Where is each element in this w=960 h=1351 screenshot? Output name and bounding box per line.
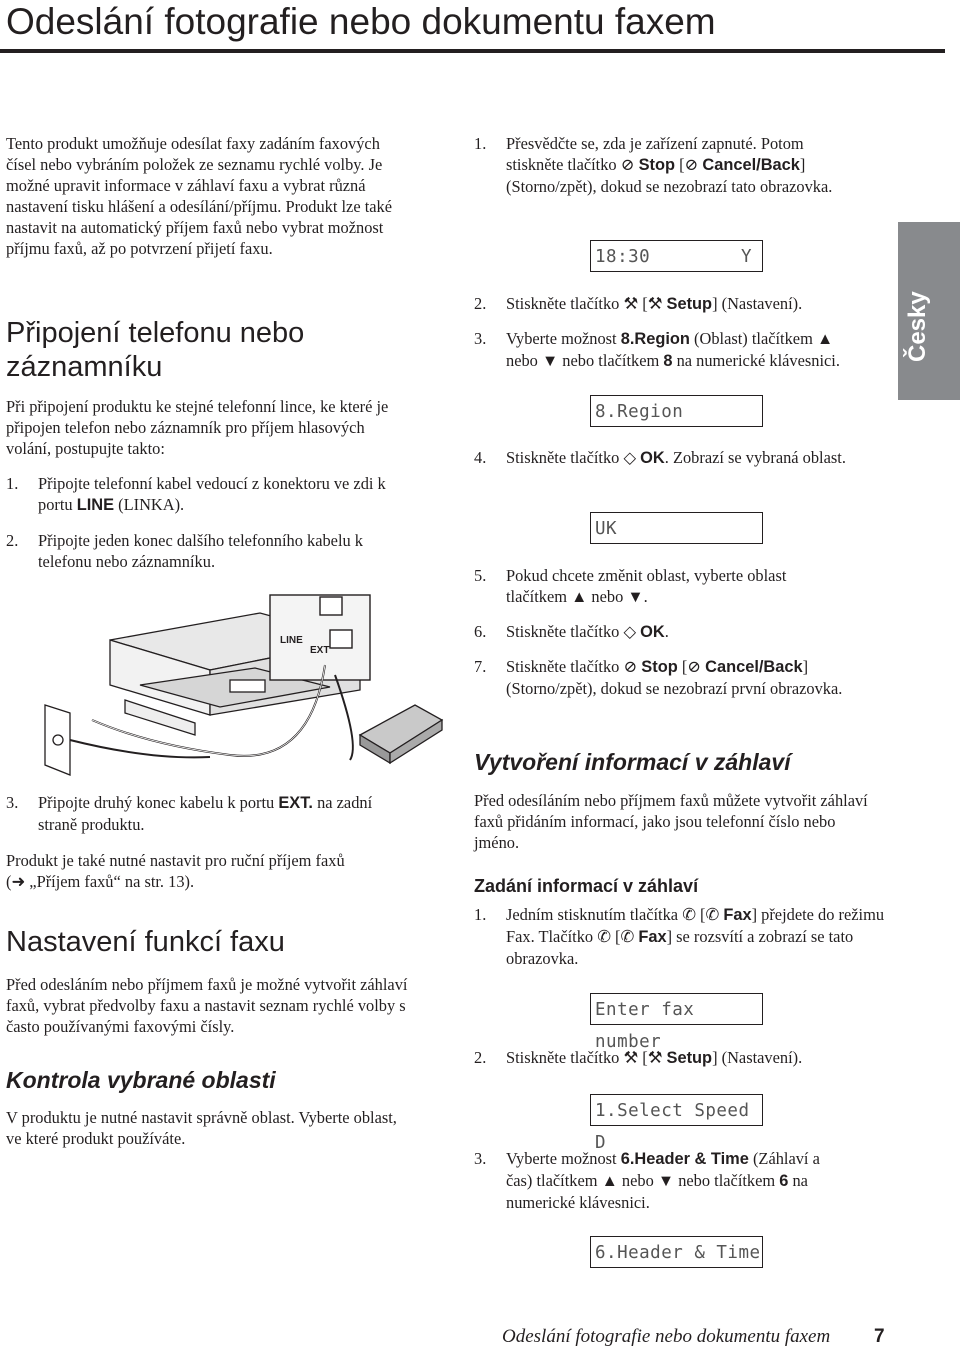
- setup-icon: ⚒: [647, 294, 663, 313]
- list-item: 4. Stiskněte tlačítko ◇ OK. Zobrazí se vybraná oblast.: [474, 448, 846, 467]
- manual-receive-note: Produkt je také nutné nastavit pro ruční příjem faxů (➜ „Příjem faxů“ na str. 13).: [6, 851, 345, 891]
- setup-button-label: Setup: [666, 1049, 713, 1067]
- section-text-region: V produktu je nutné nastavit správně oblast. Vyberte oblast, ve které produkt používáte.: [6, 1108, 397, 1148]
- stop-button-label: Stop: [638, 156, 675, 174]
- fax-button-label: Fax: [638, 928, 667, 946]
- section-heading-header-info: Vytvoření informací v záhlaví: [474, 749, 791, 775]
- down-arrow-icon: ▼: [657, 1171, 675, 1190]
- setup-icon: ⚒: [623, 294, 639, 313]
- cross-reference-link[interactable]: „Příjem faxů“ na str. 13).: [25, 872, 195, 891]
- down-arrow-icon: ▼: [627, 587, 644, 606]
- arrow-icon: ➜: [11, 872, 26, 891]
- list-item: 2. Připojte jeden konec dalšího telefonního kabelu k telefonu nebo záznamníku.: [6, 531, 363, 571]
- stop-icon: ⊘: [620, 155, 635, 174]
- phone-icon: [360, 705, 442, 763]
- list-item: 6. Stiskněte tlačítko ◇ OK.: [474, 622, 669, 641]
- list-item: 2. Stiskněte tlačítko ⚒ [⚒ Setup] (Nastavení).: [474, 294, 803, 313]
- lcd-screen-header-time: 6.Header & Time: [590, 1236, 763, 1268]
- up-arrow-icon: ▲: [571, 587, 588, 606]
- cancel-back-button-label: Cancel/Back: [705, 658, 803, 676]
- numeric-key-label: 6: [779, 1172, 789, 1190]
- list-item: 2. Stiskněte tlačítko ⚒ [⚒ Setup] (Nastavení).: [474, 1048, 803, 1067]
- ok-button-label: OK: [640, 449, 665, 467]
- region-option-label: 8.Region: [620, 330, 690, 348]
- section-text-connect-phone: Při připojení produktu ke stejné telefonní lince, ke které je připojen telefon nebo záznamník pro příjem hlasových volání, postupujte takto:: [6, 397, 389, 458]
- stop-icon: ⊘: [623, 657, 638, 676]
- section-heading-fax-settings: Nastavení funkcí faxu: [6, 926, 285, 958]
- section-heading-enter-header: Zadání informací v záhlaví: [474, 876, 699, 896]
- ok-button-label: OK: [640, 623, 665, 641]
- up-arrow-icon: ▲: [601, 1171, 618, 1190]
- list-item: 5. Pokud chcete změnit oblast, vyberte oblast tlačítkem ▲ nebo ▼.: [474, 566, 787, 606]
- fax-icon: ✆: [620, 927, 635, 946]
- figure-port-ext: EXT: [310, 645, 330, 656]
- list-item: 3. Vyberte možnost 8.Region (Oblast) tlačítkem ▲ nebo ▼ nebo tlačítkem 8 na numerické klávesnici.: [474, 329, 840, 370]
- setup-icon: ⚒: [647, 1048, 663, 1067]
- setup-button-label: Setup: [666, 295, 713, 313]
- title-rule: [0, 49, 945, 53]
- lcd-screen-region: 8.Region: [590, 395, 763, 427]
- list-item: 3. Připojte druhý konec kabelu k portu EXT. na zadní straně produktu.: [6, 793, 373, 834]
- fax-icon: ✆: [705, 905, 720, 924]
- fax-icon: ✆: [597, 927, 611, 946]
- page-number: 7: [874, 1326, 885, 1347]
- stop-icon: ⊘: [687, 657, 702, 676]
- numeric-key-label: 8: [663, 352, 673, 370]
- up-arrow-icon: ▲: [816, 329, 834, 348]
- section-text-fax-settings: Před odesláním nebo příjmem faxů je možné vytvořit záhlaví faxů, vybrat předvolby faxu a nastavit seznam rychlé volby s často používanými faxovými čísly.: [6, 975, 408, 1036]
- ok-icon: ◇: [623, 448, 637, 467]
- list-item: 1. Jedním stisknutím tlačítka ✆ [✆ Fax] přejdete do režimu Fax. Tlačítko ✆ [✆ Fax] se rozsvítí a zobrazí se tato obrazovka.: [474, 905, 885, 968]
- list-item: 7. Stiskněte tlačítko ⊘ Stop [⊘ Cancel/Back] (Storno/zpět), dokud se nezobrazí první obrazovka.: [474, 657, 843, 698]
- footer-title: Odeslání fotografie nebo dokumentu faxem: [502, 1326, 831, 1347]
- section-heading-connect-phone: Připojení telefonu nebo záznamníku: [6, 317, 305, 383]
- rear-ports-icon: [270, 595, 370, 680]
- language-tab: [898, 222, 960, 400]
- port-line-label: LINE: [76, 496, 115, 514]
- header-time-option-label: 6.Header & Time: [620, 1150, 749, 1168]
- page-title: Odeslání fotografie nebo dokumentu faxem: [6, 1, 716, 42]
- stop-button-label: Stop: [641, 658, 678, 676]
- lcd-screen-home: 18:30 Y: [590, 240, 763, 272]
- setup-icon: ⚒: [623, 1048, 639, 1067]
- lcd-screen-speed-dial: 1.Select Speed D: [590, 1094, 763, 1126]
- list-item: 1. Přesvědčte se, zda je zařízení zapnuté. Potom stiskněte tlačítko ⊘ Stop [⊘ Cancel/Back] (Storno/zpět), dokud se nezobrazí tato obrazovka.: [474, 134, 833, 196]
- cancel-back-button-label: Cancel/Back: [702, 156, 800, 174]
- connection-illustration: [30, 585, 450, 795]
- list-item: 1. Připojte telefonní kabel vedoucí z konektoru ve zdi k portu LINE (LINKA).: [6, 474, 386, 514]
- intro-paragraph: Tento produkt umožňuje odesílat faxy zadáním faxových čísel nebo vybráním položek ze seznamu rychlé volby. Je možné upravit informace v záhlaví faxu a vybrat různá nastavení tisku hlášení a odesílání/příjmu. Produkt lze také nastavit na automatický příjem faxů nebo vybrat možnost příjmu faxů, až po potvrzení přijetí faxu.: [6, 134, 393, 258]
- stop-icon: ⊘: [684, 155, 699, 174]
- language-tab-label: Česky: [904, 291, 931, 362]
- port-ext-label: EXT.: [278, 794, 313, 812]
- wall-jack-icon: [45, 705, 70, 775]
- down-arrow-icon: ▼: [541, 351, 559, 370]
- section-heading-region: Kontrola vybrané oblasti: [6, 1067, 276, 1093]
- fax-button-label: Fax: [723, 906, 752, 924]
- list-item: 3. Vyberte možnost 6.Header & Time (Záhlaví a čas) tlačítkem ▲ nebo ▼ nebo tlačítkem 6 na numerické klávesnici.: [474, 1149, 820, 1212]
- ok-icon: ◇: [623, 622, 637, 641]
- figure-port-line: LINE: [280, 635, 303, 646]
- lcd-screen-enter-fax: Enter fax number: [590, 993, 763, 1025]
- section-text-header-info: Před odesíláním nebo příjmem faxů můžete vytvořit záhlaví faxů přidáním informací, jako jsou telefonní číslo nebo jméno.: [474, 791, 868, 852]
- lcd-screen-uk: UK: [590, 512, 763, 544]
- fax-icon: ✆: [682, 905, 696, 924]
